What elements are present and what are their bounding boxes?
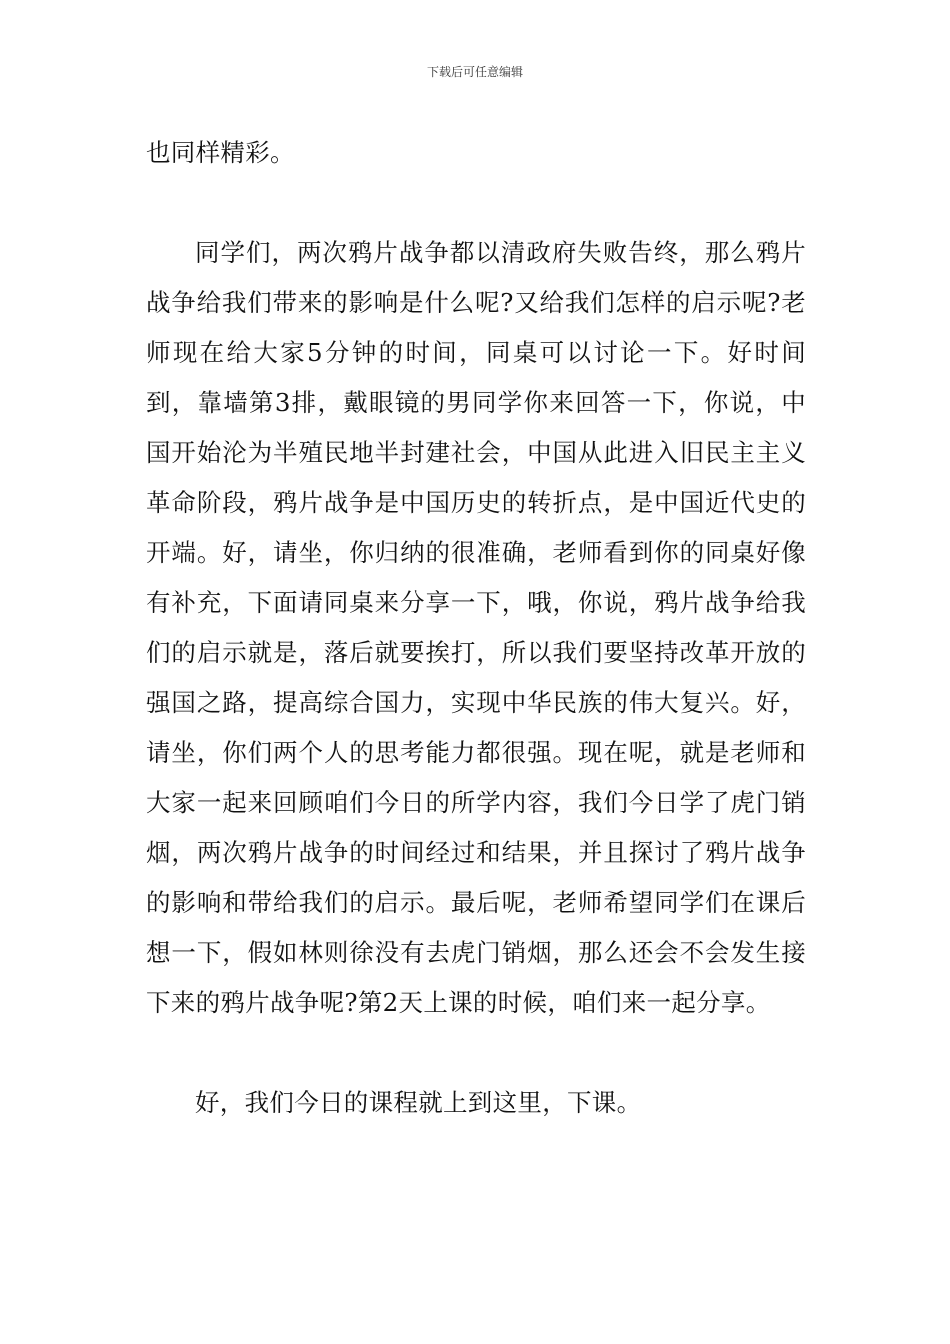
document-body bbox=[146, 128, 806, 1128]
page-header: 下载后可任意编辑 bbox=[426, 65, 523, 79]
paragraph-gap bbox=[146, 1028, 806, 1078]
paragraph-closing: 好，我们今日的课程就上到这里，下课。 bbox=[195, 1088, 642, 1117]
paragraph-main: 同学们，两次鸦片战争都以清政府失败告终，那么鸦片战争给我们带来的影响是什么呢?又给我们怎样的启示呢?老师现在给大家5分钟的时间，同桌可以讨论一下。好时间到，靠墙第3排，戴眼镜的男同学你来回答一下，你说，中国开始沦为半殖民地半封建社会，中国从此进入旧民主主义革命阶段，鸦片战争是中国历史的转折点，是中国近代史的开端。好，请坐，你归纳的很准确，老师看到你的同桌好像有补充，下面请同桌来分享一下，哦，你说，鸦片战争给我们的启示就是，落后就要挨打，所以我们要坚持改革开放的强国之路，提高综合国力，实现中华民族的伟大复兴。好，请坐，你们两个人的思考能力都很强。现在呢，就是老师和大家一起来回顾咱们今日的所学内容，我们今日学了虎门销烟，两次鸦片战争的时间经过和结果，并且探讨了鸦片战争的影响和带给我们的启示。最后呢，老师希望同学们在课后想一下，假如林则徐没有去虎门销烟，那么还会不会发生接下来的鸦片战争呢?第2天上课的时候，咱们来一起分享。 bbox=[146, 238, 806, 1017]
paragraph-gap bbox=[146, 178, 806, 228]
paragraph-continued: 也同样精彩。 bbox=[146, 138, 295, 167]
